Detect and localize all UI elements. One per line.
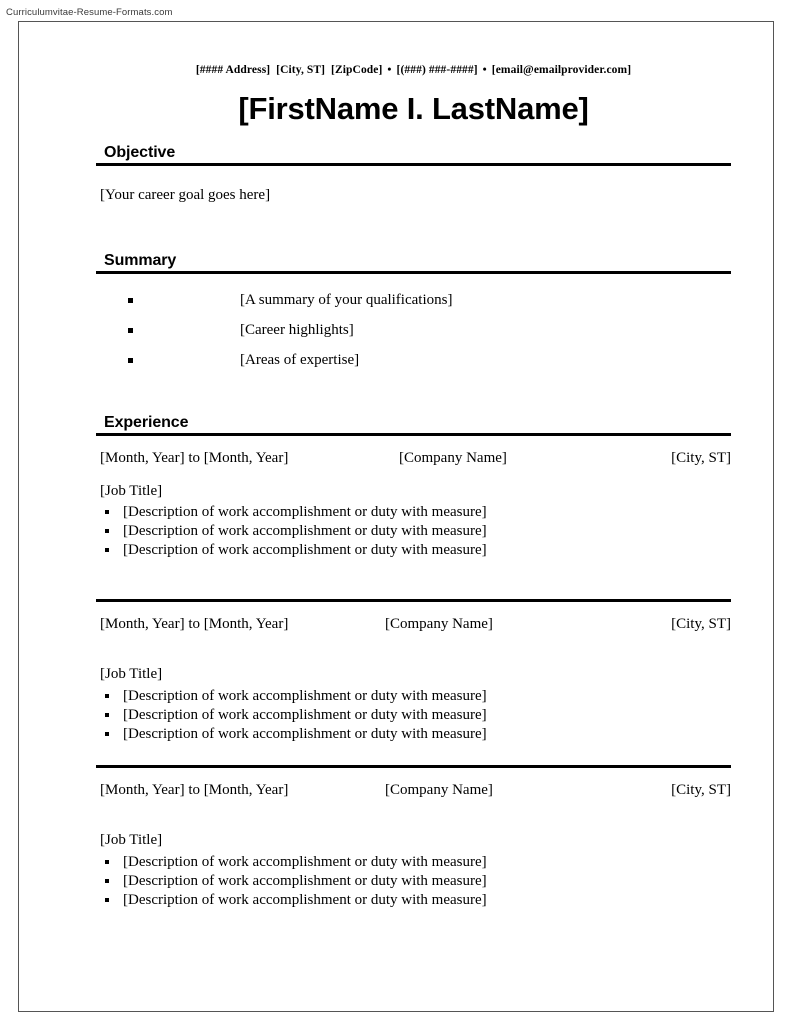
- bullet-square-icon: [105, 694, 109, 698]
- duty-text: [Description of work accomplishment or duty with measure]: [123, 523, 487, 540]
- experience-job-title: [Job Title]: [100, 666, 163, 683]
- list-item: [96, 853, 731, 871]
- list-item: [96, 321, 731, 340]
- contact-address: [#### Address]: [195, 64, 271, 76]
- duty-text: [Description of work accomplishment or duty with measure]: [123, 726, 487, 743]
- experience-header-row: [96, 781, 731, 823]
- experience-dates: [Month, Year] to [Month, Year]: [100, 782, 289, 799]
- section-title-experience: Experience: [104, 413, 189, 431]
- experience-duty-list: [96, 687, 731, 743]
- experience-duty-list: [96, 853, 731, 909]
- experience-job-title: [Job Title]: [100, 482, 163, 499]
- section-rule-objective: [96, 163, 731, 166]
- summary-list: [96, 291, 731, 369]
- bullet-square-icon: [105, 529, 109, 533]
- bullet-square-icon: [128, 298, 133, 303]
- list-item: [96, 503, 731, 521]
- contact-separator-1: •: [387, 64, 392, 76]
- list-item: [96, 522, 731, 540]
- objective-text: [Your career goal goes here]: [100, 186, 271, 203]
- bullet-square-icon: [105, 548, 109, 552]
- experience-entry: [96, 768, 731, 909]
- contact-phone: [(###) ###-####]: [396, 64, 478, 76]
- contact-separator-2: •: [482, 64, 487, 76]
- duty-text: [Description of work accomplishment or duty with measure]: [123, 504, 487, 521]
- experience-dates: [Month, Year] to [Month, Year]: [100, 616, 289, 633]
- section-rule-summary: [96, 271, 731, 274]
- bullet-square-icon: [128, 328, 133, 333]
- bullet-square-icon: [105, 713, 109, 717]
- list-item: [96, 291, 731, 310]
- list-item: [96, 687, 731, 705]
- experience-city-state: [City, ST]: [671, 449, 731, 466]
- experience-city-state: [City, ST]: [671, 782, 731, 799]
- bullet-square-icon: [105, 879, 109, 883]
- bullet-square-icon: [105, 898, 109, 902]
- list-item: [96, 891, 731, 909]
- experience-entry: [96, 436, 731, 560]
- section-experience: [96, 414, 731, 909]
- section-summary: [96, 252, 731, 369]
- section-title-summary: Summary: [104, 252, 177, 270]
- experience-header-row: [96, 615, 731, 657]
- summary-item-text: [Areas of expertise]: [240, 351, 360, 368]
- experience-dates: [Month, Year] to [Month, Year]: [100, 449, 289, 466]
- site-watermark: Curriculumvitae-Resume-Formats.com: [6, 7, 173, 18]
- list-item: [96, 872, 731, 890]
- bullet-square-icon: [128, 358, 133, 363]
- bullet-square-icon: [105, 510, 109, 514]
- duty-text: [Description of work accomplishment or duty with measure]: [123, 853, 487, 870]
- summary-item-text: [Career highlights]: [240, 322, 354, 339]
- duty-text: [Description of work accomplishment or duty with measure]: [123, 688, 487, 705]
- experience-company: [Company Name]: [399, 449, 507, 466]
- duty-text: [Description of work accomplishment or duty with measure]: [123, 542, 487, 559]
- contact-line: [96, 64, 731, 76]
- summary-item-text: [A summary of your qualifications]: [240, 292, 453, 309]
- contact-city-state: [City, ST]: [276, 64, 326, 76]
- page-title: [FirstName I. LastName]: [238, 91, 589, 126]
- duty-text: [Description of work accomplishment or duty with measure]: [123, 872, 487, 889]
- list-item: [96, 351, 731, 370]
- bullet-square-icon: [105, 860, 109, 864]
- list-item: [96, 725, 731, 743]
- duty-text: [Description of work accomplishment or duty with measure]: [123, 891, 487, 908]
- section-title-objective: Objective: [104, 143, 176, 161]
- experience-duty-list: [96, 503, 731, 559]
- duty-text: [Description of work accomplishment or duty with measure]: [123, 707, 487, 724]
- contact-email: [email@emailprovider.com]: [491, 64, 632, 76]
- experience-company: [Company Name]: [385, 616, 493, 633]
- list-item: [96, 541, 731, 559]
- list-item: [96, 706, 731, 724]
- experience-company: [Company Name]: [385, 782, 493, 799]
- section-objective: [96, 144, 731, 205]
- resume-content: [96, 22, 731, 910]
- experience-city-state: [City, ST]: [671, 616, 731, 633]
- contact-zipcode: [ZipCode]: [331, 64, 383, 76]
- bullet-square-icon: [105, 732, 109, 736]
- experience-job-title: [Job Title]: [100, 832, 163, 849]
- resume-page: [18, 21, 774, 1012]
- experience-entry: [96, 602, 731, 743]
- experience-header-row: [96, 449, 731, 473]
